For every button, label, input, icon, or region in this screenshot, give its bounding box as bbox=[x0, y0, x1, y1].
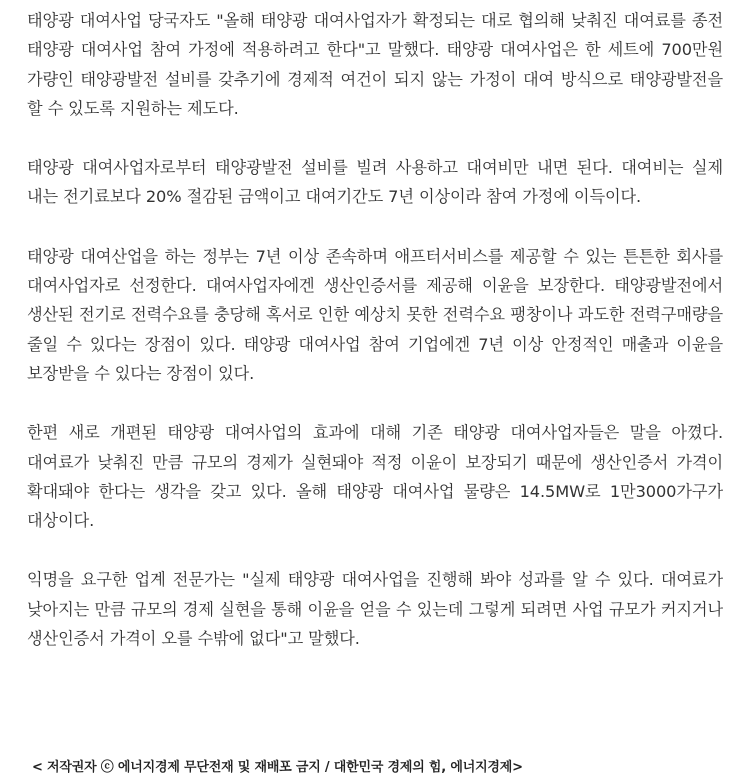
article-paragraph-4: 한편 새로 개편된 태양광 대여사업의 효과에 대해 기존 태양광 대여사업자들은 말을 아꼈다. 대여료가 낮춰진 만큼 규모의 경제가 실현돼야 적정 이윤이 보장되기 때문에 생산인증서 가격이 확대돼야 한다는 생각을 갖고 있다. 올해 태양광 대여사업 물량은 14.5MW로 1만3000가구가 대상이다. bbox=[27, 423, 723, 531]
article-paragraph-5: 익명을 요구한 업계 전문가는 "실제 태양광 대여사업을 진행해 봐야 성과를 알 수 있다. 대여료가 낮아지는 만큼 규모의 경제 실현을 통해 이윤을 얻을 수 있는데 그렇게 되려면 사업 규모가 커지거나 생산인증서 가격이 오를 수밖에 없다"고 말했다. bbox=[27, 570, 723, 649]
article-paragraph-3: 태양광 대여산업을 하는 정부는 7년 이상 존속하며 애프터서비스를 제공할 수 있는 튼튼한 회사를 대여사업자로 선정한다. 대여사업자에겐 생산인증서를 제공해 이윤을 보장한다. 태양광발전에서 생산된 전기로 전력수요를 충당해 혹서로 인한 예상치 못한 전력수요 팽창이나 과도한 전력구매량을 줄일 수 있다는 장점이 있다. 태양광 대여사업 참여 기업에겐 7년 이상 안정적인 매출과 이윤을 보장받을 수 있다는 장점이 있다. bbox=[27, 246, 723, 383]
article-body bbox=[27, 6, 723, 683]
article-paragraph-1: 태양광 대여사업 당국자도 "올해 태양광 대여사업자가 확정되는 대로 협의해 낮춰진 대여료를 종전 태양광 대여사업 참여 가정에 적용하려고 한다"고 말했다. 태양광 대여사업은 한 세트에 700만원 가량인 태양광발전 설비를 갖추기에 경제적 여건이 되지 않는 가정이 대여 방식으로 태양광발전을 할 수 있도록 지원하는 제도다. bbox=[27, 11, 723, 118]
article-paragraph-2: 태양광 대여사업자로부터 태양광발전 설비를 빌려 사용하고 대여비만 내면 된다. 대여비는 실제 내는 전기료보다 20% 절감된 금액이고 대여기간도 7년 이상이라 참여 가정에 이득이다. bbox=[27, 158, 723, 207]
copyright-notice: < 저작권자 ⓒ 에너지경제 무단전재 및 재배포 금지 / 대한민국 경제의 힘, 에너지경제> bbox=[32, 760, 523, 775]
